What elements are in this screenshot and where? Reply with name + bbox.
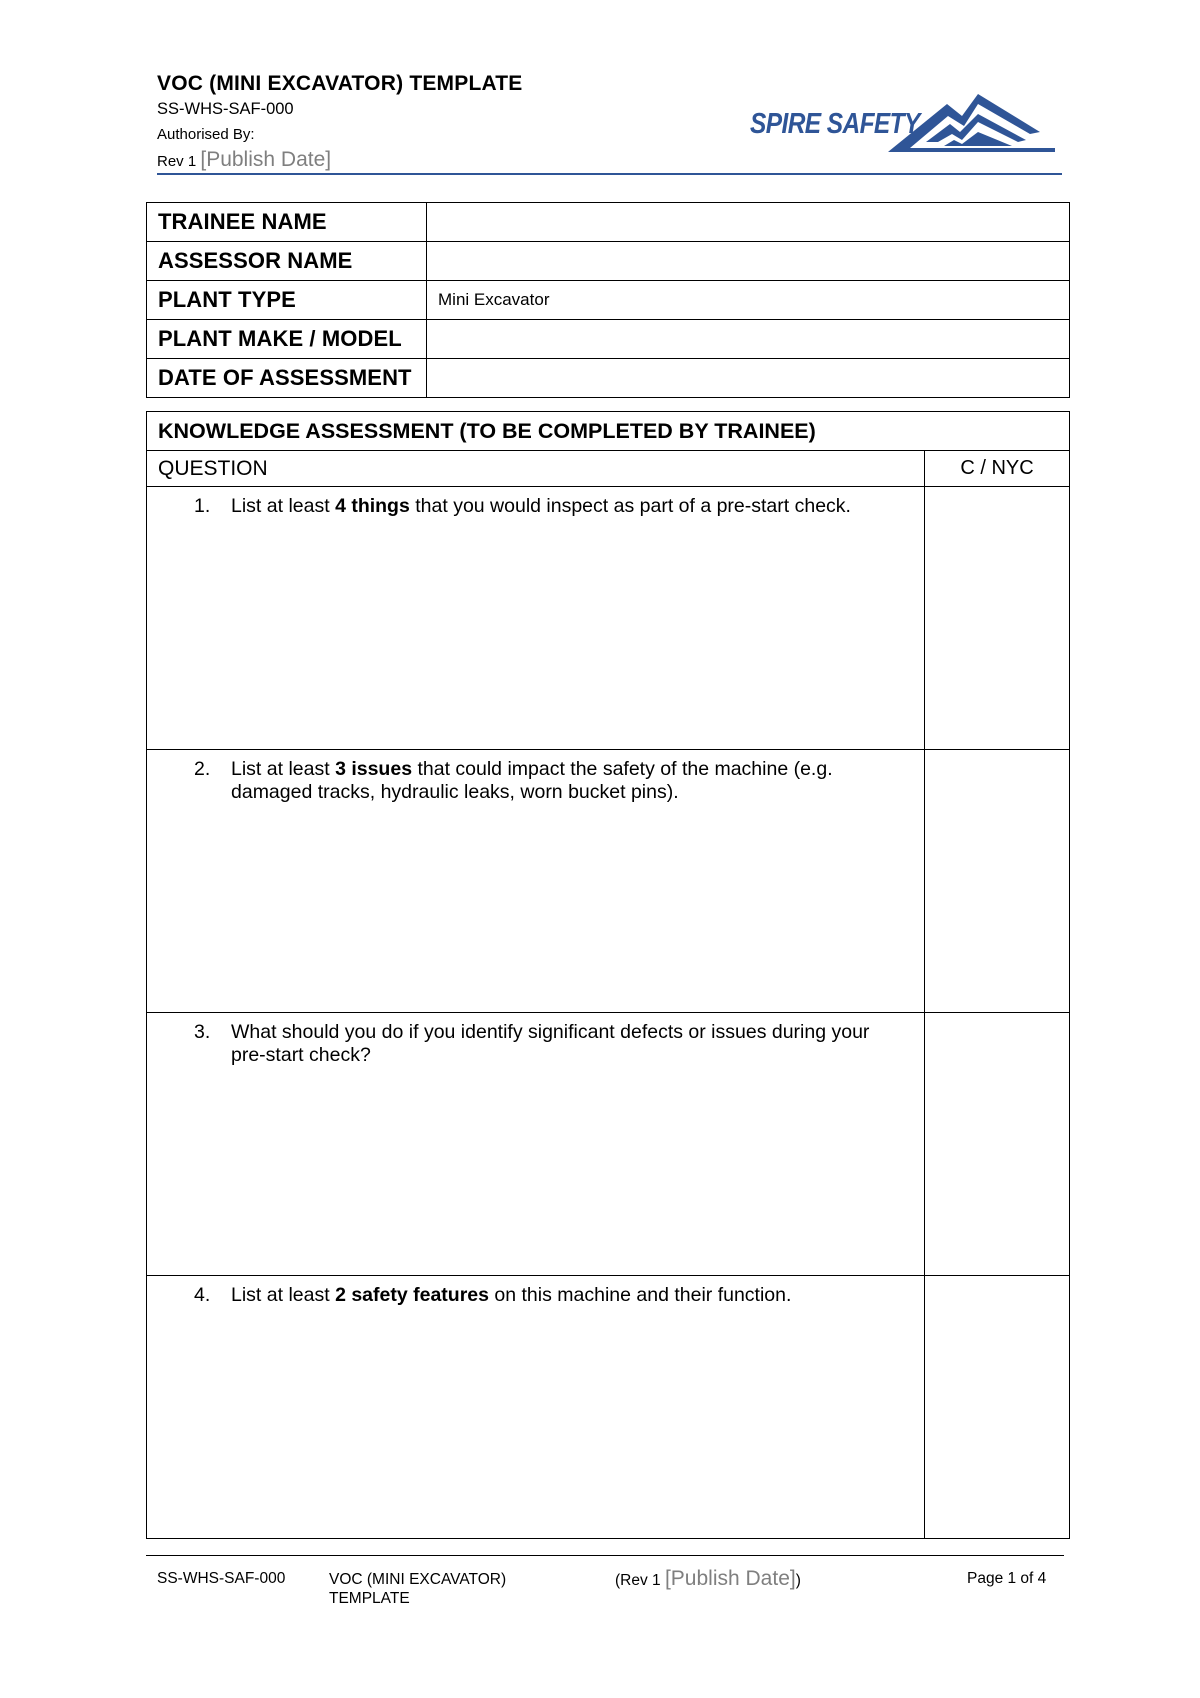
header-divider	[157, 173, 1062, 175]
plant-make-model-field[interactable]	[427, 320, 1070, 359]
question-row	[147, 1276, 1070, 1539]
question-number: 2.	[194, 758, 211, 780]
question-text-pre: What should you do if you identify significant defects or issues during your pre-start check?	[231, 1021, 870, 1066]
question-text-bold: 4 things	[335, 495, 410, 517]
question-text-bold: 2 safety features	[335, 1284, 489, 1306]
question-cell[interactable]	[147, 1276, 925, 1539]
table-row	[147, 242, 1070, 281]
spire-safety-logo	[750, 88, 1060, 158]
question-column-header: QUESTION	[147, 451, 925, 487]
document-title: VOC (MINI EXCAVATOR) TEMPLATE	[157, 72, 523, 95]
question-text-pre: List at least	[231, 495, 336, 517]
plant-type-field[interactable]: Mini Excavator	[427, 281, 1070, 320]
page-number: Page 1 of 4	[967, 1570, 1047, 1587]
date-of-assessment-field[interactable]	[427, 359, 1070, 398]
question-text-post: that you would inspect as part of a pre-start check.	[409, 495, 851, 517]
assessor-name-label: ASSESSOR NAME	[147, 242, 427, 281]
question-cell[interactable]	[147, 1013, 925, 1276]
logo-wordmark: SPIRE SAFETY	[750, 107, 920, 140]
authorised-by-label: Authorised By:	[157, 126, 255, 143]
question-row	[147, 750, 1070, 1013]
footer-revision-open: (Rev 1	[615, 1572, 665, 1589]
revision-label: Rev 1	[157, 153, 201, 170]
date-of-assessment-label: DATE OF ASSESSMENT	[147, 359, 427, 398]
footer-publish-date: [Publish Date]	[664, 1567, 796, 1590]
table-row	[147, 203, 1070, 242]
question-number: 4.	[194, 1284, 211, 1306]
trainee-name-field[interactable]	[427, 203, 1070, 242]
table-row	[147, 412, 1070, 451]
assessor-name-field[interactable]	[427, 242, 1070, 281]
assessment-details-table	[146, 202, 1070, 398]
plant-type-label: PLANT TYPE	[147, 281, 427, 320]
footer-revision-close: )	[795, 1572, 801, 1589]
table-row	[147, 281, 1070, 320]
result-cell[interactable]	[925, 487, 1070, 750]
table-row	[147, 359, 1070, 398]
publish-date-placeholder: [Publish Date]	[200, 148, 332, 171]
question-row	[147, 1013, 1070, 1276]
question-cell[interactable]	[147, 750, 925, 1013]
footer-divider	[146, 1555, 1064, 1556]
question-text-pre: List at least	[231, 758, 336, 780]
question-number: 1.	[194, 495, 211, 517]
trainee-name-label: TRAINEE NAME	[147, 203, 427, 242]
question-row	[147, 487, 1070, 750]
question-text-bold: 3 issues	[335, 758, 413, 780]
question-text-post: on this machine and their function.	[488, 1284, 792, 1306]
footer-document-title: VOC (MINI EXCAVATOR) TEMPLATE	[329, 1571, 507, 1607]
result-column-header: C / NYC	[925, 451, 1070, 487]
footer-document-code: SS-WHS-SAF-000	[157, 1570, 286, 1587]
table-header-row	[147, 451, 1070, 487]
revision-line	[157, 148, 331, 172]
question-text-pre: List at least	[231, 1284, 336, 1306]
question-number: 3.	[194, 1021, 211, 1043]
footer-revision	[615, 1567, 801, 1591]
plant-make-model-label: PLANT MAKE / MODEL	[147, 320, 427, 359]
question-text-post: that could impact the safety of the machine (e.g. damaged tracks, hydraulic leaks, worn bucket pins).	[231, 758, 833, 803]
knowledge-assessment-title: KNOWLEDGE ASSESSMENT (TO BE COMPLETED BY TRAINEE)	[147, 412, 1070, 451]
result-cell[interactable]	[925, 1013, 1070, 1276]
document-code: SS-WHS-SAF-000	[157, 100, 294, 118]
knowledge-assessment-table	[146, 411, 1070, 1539]
question-cell[interactable]	[147, 487, 925, 750]
result-cell[interactable]	[925, 750, 1070, 1013]
table-row	[147, 320, 1070, 359]
result-cell[interactable]	[925, 1276, 1070, 1539]
